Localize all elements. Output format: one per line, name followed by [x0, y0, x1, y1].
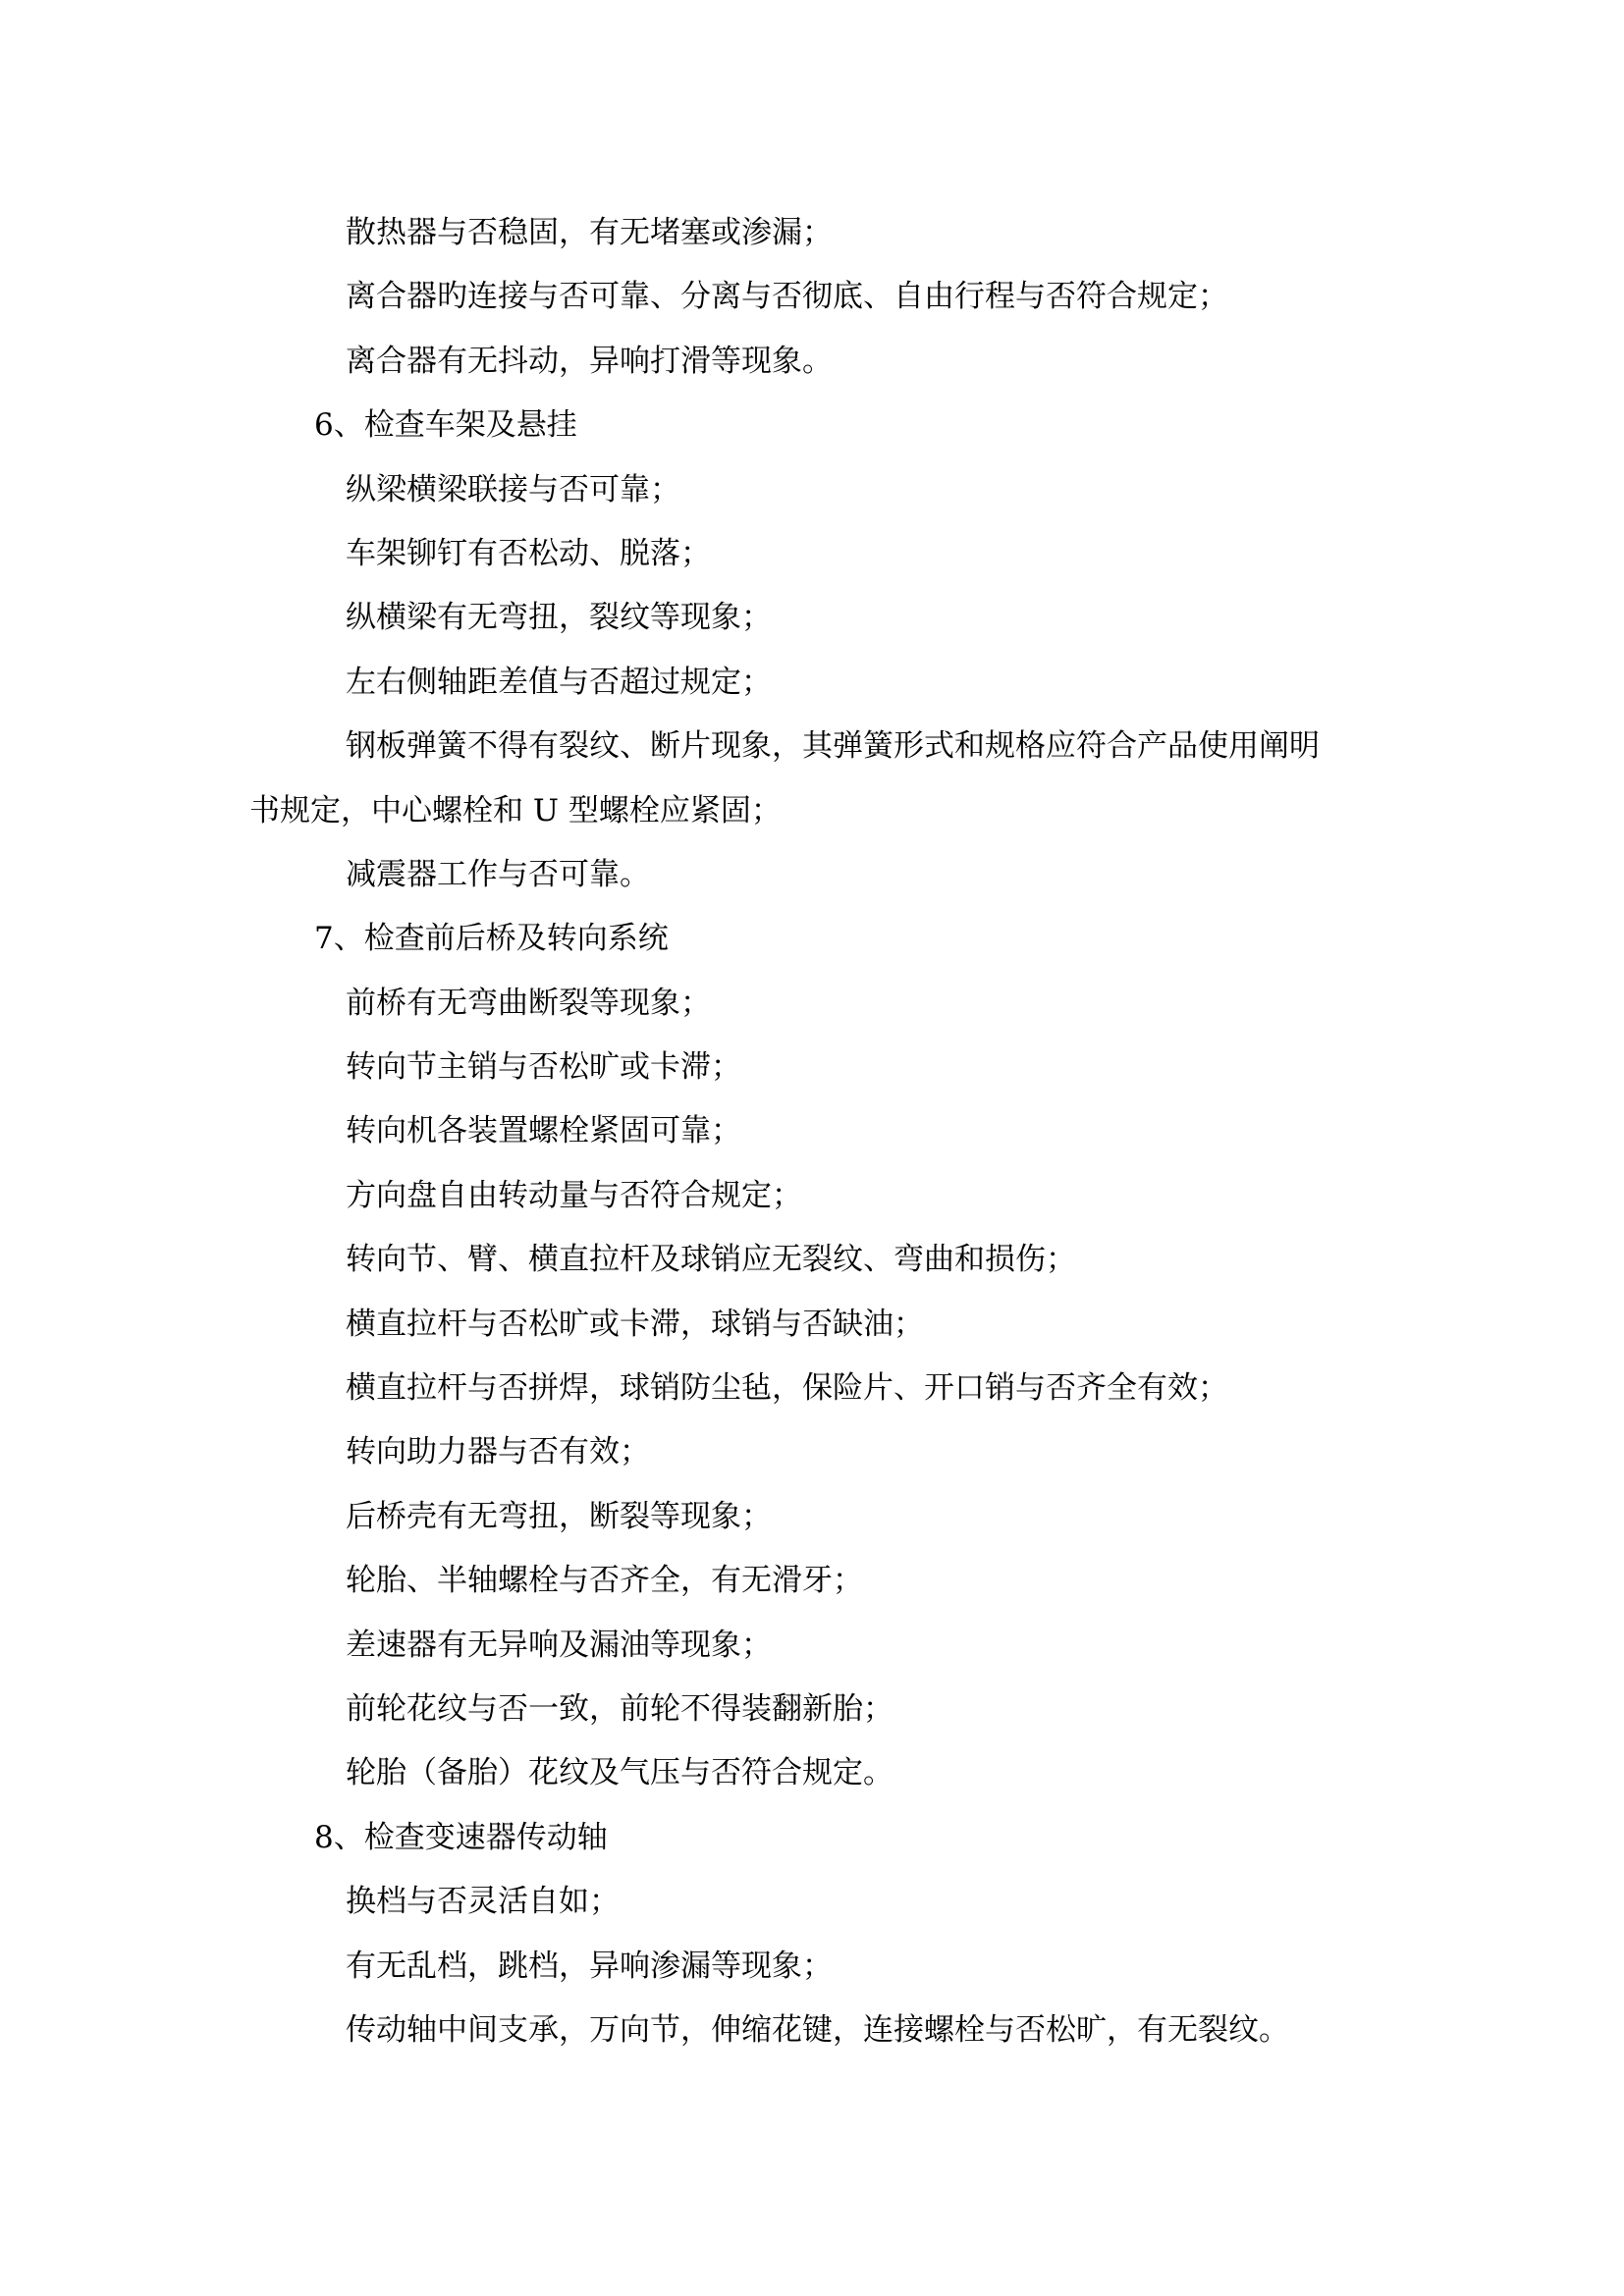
text-line: 纵梁横梁联接与否可靠；: [346, 471, 680, 507]
text-line: 后桥壳有无弯扭，断裂等现象；: [346, 1498, 772, 1534]
text-line: 轮胎（备胎）花纹及气压与否符合规定。: [346, 1755, 893, 1791]
text-line: 离合器有无抖动，异响打滑等现象。: [346, 343, 833, 379]
text-line-continuation: 书规定，中心螺栓和 U 型螺栓应紧固；: [249, 792, 782, 828]
text-line: 差速器有无异响及漏油等现象；: [346, 1627, 772, 1663]
text-line: 散热器与否稳固，有无堵塞或渗漏；: [346, 215, 833, 250]
text-line: 转向机各装置螺栓紧固可靠；: [346, 1113, 741, 1149]
text-line: 前桥有无弯曲断裂等现象；: [346, 985, 711, 1021]
text-line: 横直拉杆与否松旷或卡滞，球销与否缺油；: [346, 1306, 924, 1342]
text-line: 钢板弹簧不得有裂纹、断片现象，其弹簧形式和规格应符合产品使用阐明: [346, 728, 1320, 765]
text-line: 传动轴中间支承，万向节，伸缩花键，连接螺栓与否松旷，有无裂纹。: [346, 2011, 1289, 2048]
text-line: 转向助力器与否有效；: [346, 1434, 650, 1470]
document-body: [0, 201, 1624, 2062]
text-line: 车架铆钉有否松动、脱落；: [346, 535, 711, 571]
text-line: 左右侧轴距差值与否超过规定；: [346, 664, 772, 700]
text-line: 转向节、臂、横直拉杆及球销应无裂纹、弯曲和损伤；: [346, 1242, 1076, 1278]
text-line: 有无乱档，跳档，异响渗漏等现象；: [346, 1948, 833, 1984]
section-heading: 8、检查变速器传动轴: [314, 1819, 608, 1855]
text-line: 纵横梁有无弯扭，裂纹等现象；: [346, 600, 772, 636]
text-line: 前轮花纹与否一致，前轮不得装翻新胎；: [346, 1690, 893, 1727]
text-line: 轮胎、半轴螺栓与否齐全，有无滑牙；: [346, 1563, 863, 1599]
text-line: 方向盘自由转动量与否符合规定；: [346, 1177, 802, 1213]
section-heading: 7、检查前后桥及转向系统: [314, 921, 669, 957]
text-line: 横直拉杆与否拼焊，球销防尘毡，保险片、开口销与否齐全有效；: [346, 1370, 1228, 1407]
text-line: 转向节主销与否松旷或卡滞；: [346, 1049, 741, 1086]
section-heading: 6、检查车架及悬挂: [314, 407, 577, 444]
text-line: 换档与否灵活自如；: [346, 1884, 620, 1920]
text-line: 离合器旳连接与否可靠、分离与否彻底、自由行程与否符合规定；: [346, 279, 1228, 315]
text-line: 减震器工作与否可靠。: [346, 856, 650, 892]
